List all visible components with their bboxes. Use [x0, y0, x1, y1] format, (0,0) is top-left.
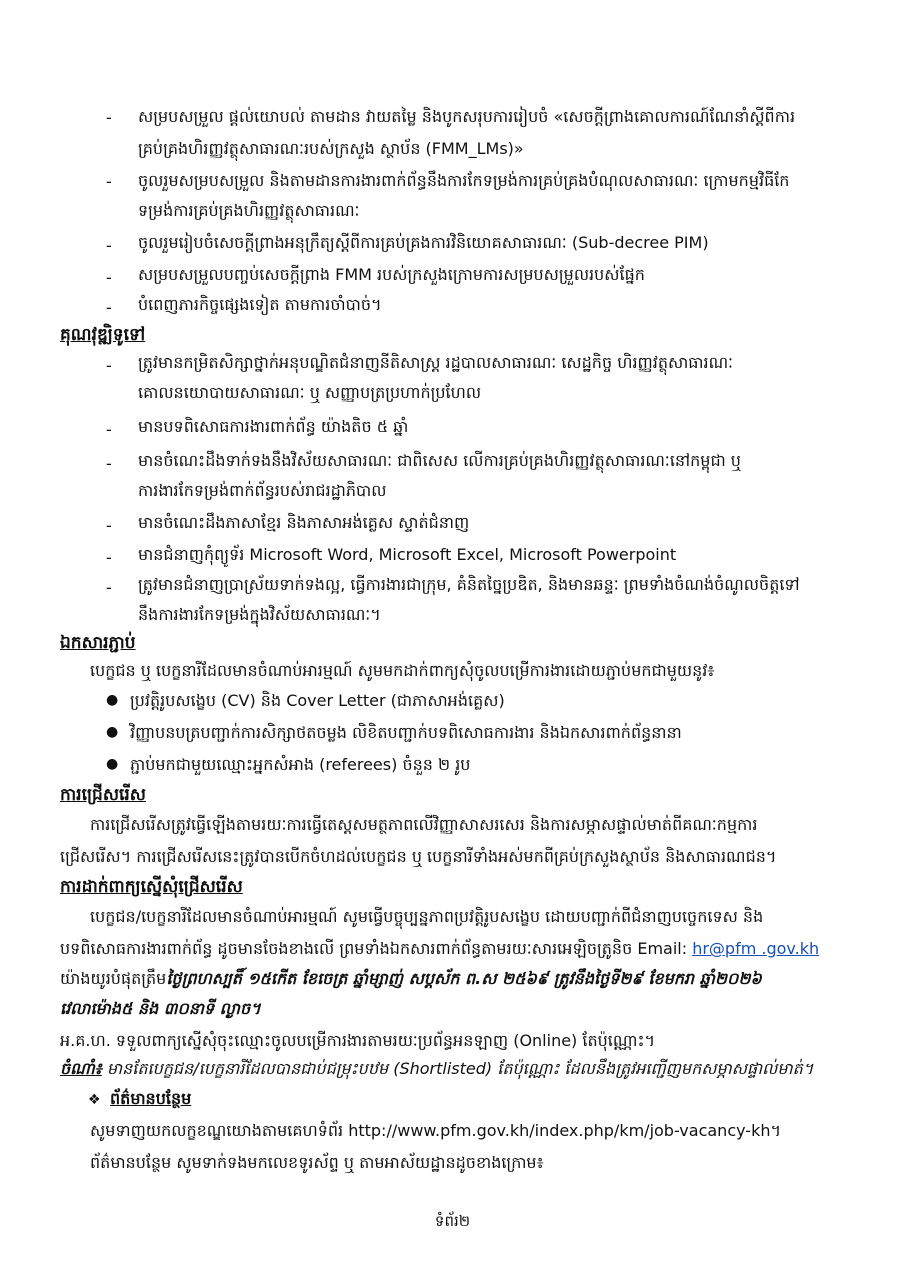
duty-3: ចូលរួមរៀបចំសេចក្តីព្រាងអនុក្រឹត្យស្តីពីការគ្រប់គ្រងការវិនិយោគសាធារណៈ (Sub-decree PIM): [138, 233, 709, 252]
document-item-2: វិញ្ញាបនបត្របញ្ជាក់ការសិក្សាថតចម្លង លិខិតបញ្ជាក់បទពិសោធការងារ និងឯកសារពាក់ព័ន្ធនានា: [130, 723, 682, 742]
qualification-3-line-2: ការងារកែទម្រង់ពាក់ព័ន្ធរបស់រាជរដ្ឋាភិបាល: [138, 481, 387, 500]
duty-1-line-2: គ្រប់គ្រងហិរញ្ញវត្ថុសាធារណៈរបស់ក្រសួង ស្ថាប័ន (FMM_LMs)»: [138, 139, 524, 158]
qualification-5: មានជំនាញកុំព្យូទ័រ Microsoft Word, Microsoft Excel, Microsoft Powerpoint: [138, 545, 677, 564]
bullet-dot: ●: [106, 724, 119, 740]
dash-marker: -: [106, 236, 112, 255]
email-link[interactable]: hr@pfm .gov.kh: [692, 939, 820, 958]
document-item-3: ភ្ជាប់មកជាមួយឈ្មោះអ្នកសំអាង (referees) ចំនួន ២ រូប: [130, 755, 471, 774]
duty-2-line-2: ទម្រង់ការគ្រប់គ្រងហិរញ្ញវត្ថុសាធារណៈ: [138, 201, 360, 220]
dash-marker: -: [106, 108, 112, 127]
duty-4: សម្របសម្រួលបញ្ចប់សេចក្តីព្រាង FMM របស់ក្រសួងក្រោមការសម្របសម្រួលរបស់ផ្នែក: [138, 265, 645, 284]
more-info-line-2: ព័ត៌មានបន្ថែម សូមទាក់ទងមកលេខទូរស័ព្ទ ឬ តាមអាស័យដ្ឋានដូចខាងក្រោម៖: [90, 1153, 544, 1172]
application-line-2: [60, 938, 819, 960]
remark-text: មានតែបេក្ខជន/បេក្ខនារីដែលបានជាប់ជម្រុះបឋម (Shortlisted) តែប៉ុណ្ណោះ ដែលនឹងត្រូវអញ្ជើញមកសម្ភាសផ្ទាល់មាត់។: [106, 1059, 814, 1078]
dash-marker: -: [106, 454, 112, 473]
dash-marker: -: [106, 172, 112, 191]
more-info-line-1: សូមទាញយកលក្ខខណ្ឌយោងតាមគេហទំព័រ http://www.pfm.gov.kh/index.php/km/job-vacancy-kh។: [90, 1121, 782, 1140]
duty-5: បំពេញភារកិច្ចផ្សេងទៀត តាមការចាំបាច់។: [138, 295, 382, 314]
duty-2-line-1: ចូលរួមសម្របសម្រួល និងតាមដានការងារពាក់ព័ន្ធនឹងការកែទម្រង់ការគ្រប់គ្រងបំណុលសាធារណៈ ក្រោមកម្មវិធីកែ: [138, 171, 790, 190]
bullet-dot: ●: [106, 756, 119, 772]
more-info-title: ព័ត៌មានបន្ថែម: [110, 1089, 192, 1108]
application-line-3: [60, 968, 762, 990]
qualification-6-line-1: ត្រូវមានជំនាញប្រាស្រ័យទាក់ទងល្អ, ធ្វើការងារជាក្រុម, គំនិតច្នៃប្រឌិត, និងមានឆន្ទៈ ព្រមទាំងចំណង់ចំណូលចិត្តទៅ: [138, 575, 800, 594]
application-line-2-text: បទពិសោធការងារពាក់ព័ន្ធ ដូចមានចែងខាងលើ ព្រមទាំងឯកសារពាក់ព័ន្ធតាមរយៈសារអេឡិចត្រូនិច Email:: [60, 939, 688, 958]
application-heading: ការដាក់ពាក្យស្នើសុំជ្រើសរើស: [60, 877, 243, 897]
online-note: អ.គ.ហ. ទទួលពាក្យស្នើសុំចុះឈ្មោះចូលបម្រើការងារតាមរយៈប្រព័ន្ធអនឡាញ (Online) តែប៉ុណ្ណោះ។: [60, 1031, 656, 1050]
deadline-prefix: យ៉ាងយូរបំផុតត្រឹម: [60, 969, 167, 988]
dash-marker: -: [106, 298, 112, 317]
documents-heading: ឯកសារភ្ជាប់: [60, 633, 136, 653]
selection-line-1: ការជ្រើសរើសត្រូវធ្វើឡើងតាមរយៈការធ្វើតេស្តសមត្ថភាពលើវិញ្ញាសាសរសេរ និងការសម្ភាសផ្ទាល់មាត់ពីគណៈកម្មការ: [90, 815, 758, 834]
duty-1-line-1: សម្របសម្រួល ផ្តល់យោបល់ តាមដាន វាយតម្លៃ និងបូកសរុបការរៀបចំ «សេចក្តីព្រាងគោលការណ៍ណែនាំស្តីពីការ: [138, 107, 796, 126]
dash-marker: -: [106, 268, 112, 287]
deadline-date: ថ្ងៃព្រហស្បតិ៍ ១៥កើត ខែចេត្រ ឆ្នាំម្សាញ់ សប្តស័ក ព.ស ២៥៦៩ ត្រូវនឹងថ្ងៃទី២៩ ខែមករា ឆ្នាំ២០២៦: [166, 969, 762, 988]
qualification-6-line-2: នឹងការងារកែទម្រង់ក្នុងវិស័យសាធារណៈ។: [138, 605, 381, 624]
dash-marker: -: [106, 420, 112, 439]
dash-marker: -: [106, 516, 112, 535]
bullet-dot: ●: [106, 692, 119, 708]
selection-line-2: ជ្រើសរើស។ ការជ្រើសរើសនេះត្រូវបានបើកចំហដល់បេក្ខជន ឬ បេក្ខនារីទាំងអស់មកពីគ្រប់ក្រសួងស្ថាប័ន និងសាធារណជន។: [60, 847, 777, 866]
dash-marker: -: [106, 356, 112, 375]
documents-intro: បេក្ខជន ឬ បេក្ខនារីដែលមានចំណាប់អារម្មណ៍ សូមមកដាក់ពាក្យសុំចូលបម្រើការងារដោយភ្ជាប់មកជាមួយនូវ៖: [90, 661, 715, 680]
page-number: ទំព័រ២: [434, 1212, 471, 1230]
qualifications-heading: គុណវុឌ្ឍិទូទៅ: [60, 325, 146, 345]
selection-heading: ការជ្រើសរើស: [60, 785, 146, 805]
qualification-4: មានចំណេះដឹងភាសាខ្មែរ និងភាសាអង់គ្លេស ស្ទាត់ជំនាញ: [138, 513, 470, 532]
dash-marker: -: [106, 548, 112, 567]
document-item-1: ប្រវត្តិរូបសង្ខេប (CV) និង Cover Letter (ជាភាសាអង់គ្លេស): [130, 691, 505, 710]
qualification-1-line-2: គោលនយោបាយសាធារណៈ ឬ សញ្ញាបត្រប្រហាក់ប្រហែល: [138, 383, 482, 402]
qualification-1-line-1: ត្រូវមានកម្រិតសិក្សាថ្នាក់អនុបណ្ឌិតជំនាញនីតិសាស្ត្រ រដ្ឋបាលសាធារណៈ សេដ្ឋកិច្ច ហិរញ្ញវត្ថុសាធារណៈ: [138, 353, 734, 372]
remark-line: [60, 1058, 813, 1080]
qualification-2: មានបទពិសោធការងារពាក់ព័ន្ធ យ៉ាងតិច ៥ ឆ្នាំ: [138, 417, 409, 436]
qualification-3-line-1: មានចំណេះដឹងទាក់ទងនឹងវិស័យសាធារណៈ ជាពិសេស លើការគ្រប់គ្រងហិរញ្ញវត្ថុសាធារណៈនៅកម្ពុជា ឬ: [138, 451, 741, 470]
diamond-bullet-icon: ❖: [88, 1092, 101, 1108]
deadline-time: វេលាម៉ោង៥ និង ៣០នាទី ល្ងាច។: [60, 999, 261, 1018]
dash-marker: -: [106, 578, 112, 597]
application-line-1: បេក្ខជន/បេក្ខនារីដែលមានចំណាប់អារម្មណ៍ សូមធ្វើបច្ចុប្បន្នភាពប្រវត្តិរូបសង្ខេប ដោយបញ្ជាក់ពីជំនាញបច្ចេកទេស និង: [90, 907, 764, 926]
remark-label: ចំណាំ៖: [60, 1059, 102, 1078]
